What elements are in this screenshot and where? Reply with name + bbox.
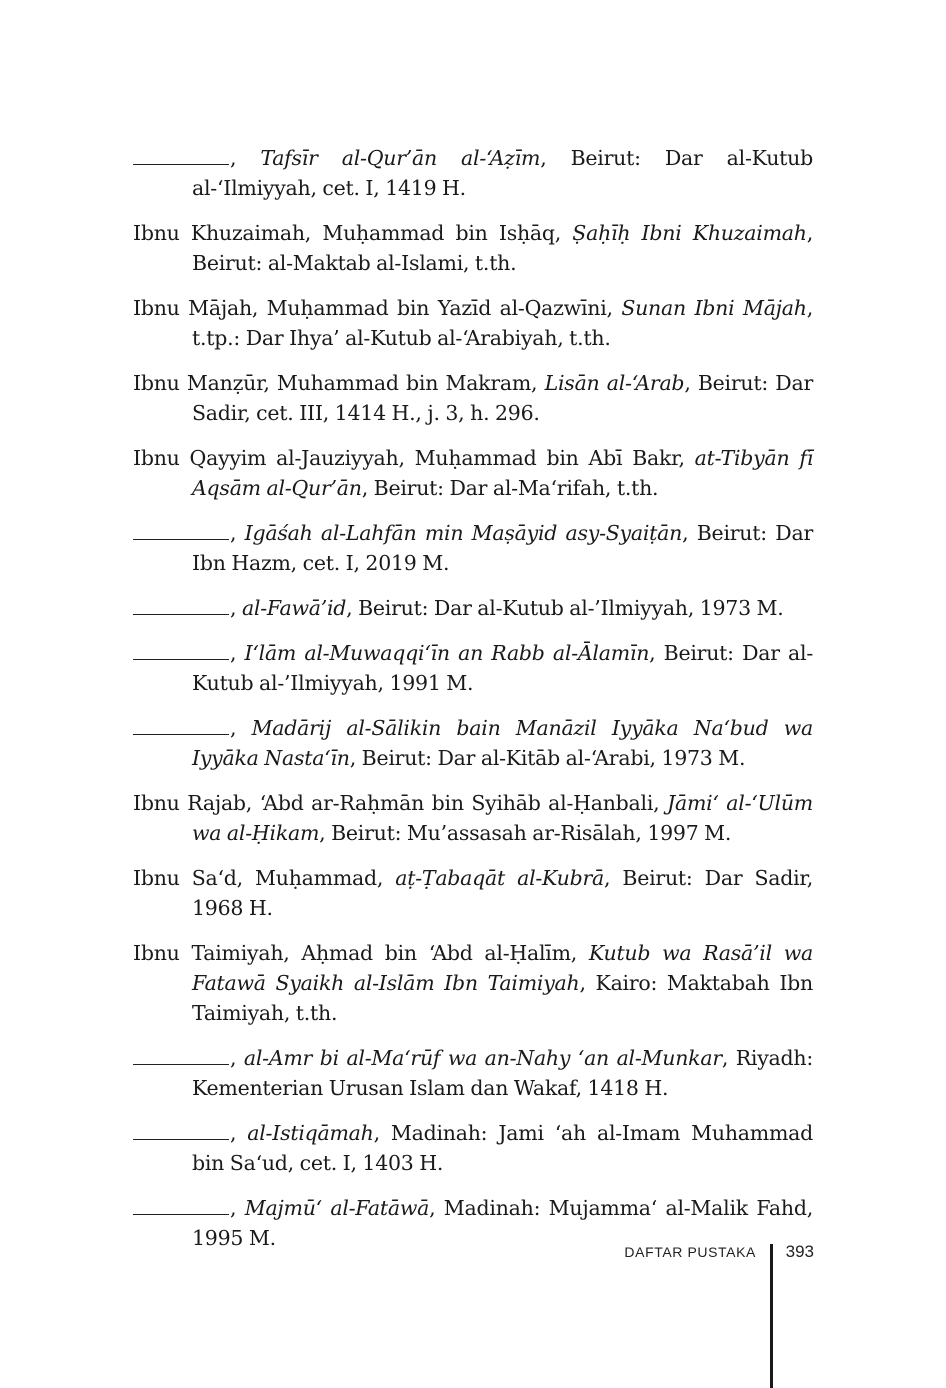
reference-entry: , Majmū‘ al-Fatāwā, Madinah: Mujamma‘ al-Malik Fahd, 1995 M. — [133, 1193, 813, 1253]
repeat-author-dash — [133, 1138, 229, 1140]
reference-title: aṭ-Ṭabaqāt al-Kubrā — [395, 866, 605, 890]
reference-title: Kutub wa Rasā’il wa Fatawā Syaikh al-Islām Ibn Taimiyah — [192, 941, 813, 995]
repeat-author-dash — [133, 1063, 229, 1065]
reference-publication: , Madinah: Mujamma‘ al-Malik Fahd, 1995 M. — [192, 1196, 813, 1250]
reference-title: Jāmi‘ al-‘Ulūm wa al-Ḥikam — [192, 791, 813, 845]
reference-title: Igāśah al-Lahfān min Maṣāyid asy-Syaiṭān — [244, 521, 683, 545]
reference-title: Sunan Ibni Mājah — [621, 296, 807, 320]
reference-entry: , al-Fawā’id, Beirut: Dar al-Kutub al-’Ilmiyyah, 1973 M. — [133, 593, 813, 623]
page-number: 393 — [785, 1242, 814, 1261]
reference-author: Ibnu Manẓūr, Muhammad bin Makram, — [133, 371, 545, 395]
reference-entry — [133, 788, 813, 848]
reference-title: al-Amr bi al-Ma‘rūf wa an-Nahy ‘an al-Munkar — [243, 1046, 722, 1070]
reference-publication: , Kairo: Maktabah Ibn Taimiyah, t.th. — [192, 971, 813, 1025]
reference-entry: , Madārij al-Sālikin bain Manāzil Iyyāka Na‘bud wa Iyyāka Nasta‘īn, Beirut: Dar al-Kitāb al-‘Arabi, 1973 M. — [133, 713, 813, 773]
repeat-author-dash — [133, 658, 229, 660]
repeat-author-dash — [133, 613, 229, 615]
reference-entry: , Tafsīr al-Qur’ān al-‘Aẓīm, Beirut: Dar al-Kutub al-‘Ilmiyyah, cet. I, 1419 H. — [133, 143, 813, 203]
reference-publication: , t.tp.: Dar Ihya’ al-Kutub al-‘Arabiyah, t.th. — [192, 296, 813, 350]
reference-entry: , al-Amr bi al-Ma‘rūf wa an-Nahy ‘an al-Munkar, Riyadh: Kementerian Urusan Islam dan Wakaf, 1418 H. — [133, 1043, 813, 1103]
reference-publication: , Beirut: Mu’assasah ar-Risālah, 1997 M. — [319, 821, 732, 845]
reference-publication: , Madinah: Jami ‘ah al-Imam Muhammad bin Sa‘ud, cet. I, 1403 H. — [192, 1121, 813, 1175]
reference-title: Majmū‘ al-Fatāwā — [244, 1196, 430, 1220]
reference-publication: , Beirut: Dar Sadir, cet. III, 1414 H., j. 3, h. 296. — [192, 371, 814, 425]
reference-title: Madārij al-Sālikin bain Manāzil Iyyāka Na‘bud wa Iyyāka Nasta‘īn — [192, 716, 813, 770]
footer-vertical-rule — [770, 1244, 773, 1388]
reference-publication: , Beirut: Dar al-Kutub al-’Ilmiyyah, 1973 M. — [346, 596, 784, 620]
reference-title: I‘lām al-Muwaqqi‘īn an Rabb al-Ālamīn — [244, 641, 650, 665]
reference-author: Ibnu Taimiyah, Aḥmad bin ‘Abd al-Ḥalīm, — [133, 941, 589, 965]
reference-publication: , Beirut: Dar Ibn Hazm, cet. I, 2019 M. — [192, 521, 813, 575]
reference-author: Ibnu Sa‘d, Muḥammad, — [133, 866, 396, 890]
reference-author: Ibnu Qayyim al-Jauziyyah, Muḥammad bin Abī Bakr, — [133, 446, 695, 470]
reference-title: Lisān al-‘Arab — [544, 371, 685, 395]
reference-publication: , Beirut: al-Maktab al-Islami, t.th. — [192, 221, 813, 275]
reference-entry: , al-Istiqāmah, Madinah: Jami ‘ah al-Imam Muhammad bin Sa‘ud, cet. I, 1403 H. — [133, 1118, 813, 1178]
reference-title: al-Fawā’id — [241, 596, 347, 620]
reference-entry — [133, 863, 813, 923]
reference-entry: , Igāśah al-Lahfān min Maṣāyid asy-Syaiṭān, Beirut: Dar Ibn Hazm, cet. I, 2019 M. — [133, 518, 813, 578]
reference-entry — [133, 368, 813, 428]
repeat-author-dash — [133, 163, 229, 165]
reference-publication: , Riyadh: Kementerian Urusan Islam dan Wakaf, 1418 H. — [192, 1046, 814, 1100]
page-footer — [560, 1244, 814, 1264]
reference-author: Ibnu Rajab, ‘Abd ar-Raḥmān bin Syihāb al-Ḥanbali, — [133, 791, 667, 815]
reference-title: al-Istiqāmah — [247, 1121, 374, 1145]
reference-title: Tafsīr al-Qur’ān al-‘Aẓīm — [260, 146, 541, 170]
bibliography-list — [133, 143, 813, 1268]
repeat-author-dash — [133, 1213, 229, 1215]
reference-publication: , Beirut: Dar al-Ma‘rifah, t.th. — [361, 476, 659, 500]
reference-author: Ibnu Mājah, Muḥammad bin Yazīd al-Qazwīni, — [133, 296, 622, 320]
reference-entry — [133, 293, 813, 353]
repeat-author-dash — [133, 538, 229, 540]
reference-publication: , Beirut: Dar al-Kutub al-’Ilmiyyah, 1991 M. — [192, 641, 813, 695]
running-footer-section: DAFTAR PUSTAKA — [624, 1244, 756, 1260]
reference-author: Ibnu Khuzaimah, Muḥammad bin Isḥāq, — [133, 221, 573, 245]
reference-publication: , Beirut: Dar Sadir, 1968 H. — [192, 866, 814, 920]
reference-publication: , Beirut: Dar al-Kitāb al-‘Arabi, 1973 M. — [349, 746, 746, 770]
reference-entry — [133, 443, 813, 503]
reference-title: at-Tibyān fī Aqsām al-Qur’ān — [192, 446, 814, 500]
reference-entry: , I‘lām al-Muwaqqi‘īn an Rabb al-Ālamīn, Beirut: Dar al-Kutub al-’Ilmiyyah, 1991 M. — [133, 638, 813, 698]
reference-entry — [133, 938, 813, 1028]
reference-publication: , Beirut: Dar al-Kutub al-‘Ilmiyyah, cet. I, 1419 H. — [192, 146, 813, 200]
repeat-author-dash — [133, 733, 229, 735]
reference-entry — [133, 218, 813, 278]
reference-title: Ṣaḥīḥ Ibni Khuzaimah — [572, 221, 807, 245]
